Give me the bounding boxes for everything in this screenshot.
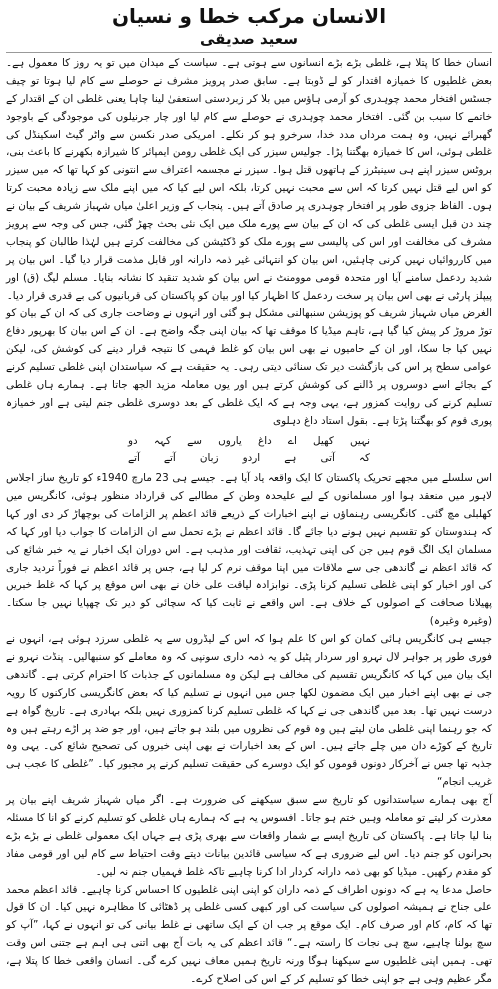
verse-word: کھیل bbox=[313, 434, 334, 447]
verse-couplet bbox=[124, 433, 374, 468]
verse-word: سے bbox=[187, 434, 202, 447]
verse-word: اے bbox=[287, 434, 297, 447]
title-divider bbox=[6, 52, 492, 53]
verse-word: داغ bbox=[258, 434, 272, 447]
verse-word: ہے bbox=[284, 452, 297, 465]
verse-word: کہ bbox=[358, 452, 370, 465]
verse-word: آتی bbox=[320, 452, 335, 465]
article-body bbox=[6, 55, 492, 989]
verse-word: نہیں bbox=[349, 434, 370, 447]
paragraph: حاصل مدعا یہ ہے کہ دونوں اطراف کے ذمہ داران کو اپنی اپنی غلطیوں کا احساس کرنا چاہیے۔ قائد اعظم محمد علی جناح نے ہمیشہ اصولوں کی سیاست کی اور کبھی کسی غلطی پر ڈھٹائی کا مظاہرہ نہیں کیا۔ ان کا قول تھا کہ کام، کام اور صرف کام۔ ایک موقع پر جب ان کے ایک ساتھی نے غلط بیانی کی تو انہوں نے کہا، ”آپ کو سچ بولنا چاہیے، سچ ہی نجات کا راستہ ہے۔“ قائد اعظم کی یہ بات آج بھی اتنی ہی اہم ہے جتنی اس وقت تھی۔ ہمیں اپنی غلطیوں سے سیکھنا ہوگا ورنہ تاریخ ہمیں معاف نہیں کرے گی۔ انسان واقعی خطا کا پتلا ہے، مگر عظیم وہی ہے جو اپنی خطا کو تسلیم کر کے اس کی اصلاح کرے۔ bbox=[6, 883, 492, 986]
paragraph: انسان خطا کا پتلا ہے، غلطی بڑے بڑے انسانوں سے ہوتی ہے۔ سیاست کے میدان میں تو یہ روز کا معمول ہے۔ بعض غلطیوں کا خمیازہ اقتدار کو لے ڈوبتا ہے۔ سابق صدر پرویز مشرف نے حوصلے سے کام لیا ہوتا تو چیف جسٹس افتخار محمد چوہدری کو آرمی ہاؤس میں بلا کر زبردستی استعفیٰ لینا چاہا یعنی غلطی ان کے اقتدار کے خاتمے کا سبب بن گئی۔ افتخار محمد چوہدری نے حوصلے سے کام لیا اور چار جرنیلوں کی موجودگی کے باوجود گھبرائے نہیں، وہ ہمت مرداں مدد خدا، سرخرو ہو کر نکلے۔ امریکی صدر نکسن سے واٹر گیٹ اسکینڈل کی غلطی ہوئی، اس کا خمیازہ بھگتنا پڑا۔ جولیس سیزر کی ایک غلطی رومن ایمپائر کا شیرازہ بکھرنے کا باعث بنی، بروٹس سیزر اپنے ہی سینیٹرز کے ہاتھوں قتل ہوا۔ سیزر نے مجسمہ اعتراف سے انتونی کو کہا تھا کہ میں سیزر کو اس لیے قتل نہیں کرتا کہ اس سے محبت نہیں کرتا، بلکہ اس لیے کیا کہ میں اپنے ملک سے زیادہ محبت کرتا ہوں۔ الفاظ جزوی طور پر افتخار چوہدری پر صادق آتے ہیں۔ پنجاب کے وزیر اعلیٰ میاں شہباز شریف کے بیان نے چند دن قبل ایسی غلطی کی کہ ان کے بیان سے پورے ملک میں ایک نئی بحث چھڑ گئی، جس کی وجہ سے پرویز مشرف کی مخالفت اور اس کی پالیسی سے پورے ملک کو ڈکٹیشن کی مخالفت کرتے ہیں لہٰذا طالبان کو پنجاب میں کارروائیاں نہیں کرنی چاہئیں، اس بیان کو انتہائی غیر ذمہ دارانہ اور قابل مذمت قرار دیا گیا۔ اس بیان پر شدید ردعمل سامنے آیا اور متحدہ قومی موومنٹ نے اس بیان کو شدید تنقید کا نشانہ بنایا۔ مسلم لیگ (ق) اور پیپلز پارٹی نے بھی اس بیان پر سخت ردعمل کا اظہار کیا اور بیان کو پاکستان کی قربانیوں کی بے قدری قرار دیا۔ bbox=[6, 57, 492, 302]
article-title: الانسان مرکب خطا و نسیان bbox=[111, 4, 387, 28]
verse-word: آتے bbox=[128, 452, 140, 465]
paragraph: آج بھی ہمارے سیاستدانوں کو تاریخ سے سبق سیکھنے کی ضرورت ہے۔ اگر میاں شہباز شریف اپنے بیان پر معذرت کر لیتے تو معاملہ وہیں ختم ہو جاتا۔ افسوس یہ ہے کہ ہمارے ہاں غلطی کو تسلیم کرنے کو انا کا مسئلہ بنا لیا جاتا ہے۔ پاکستان کی تاریخ ایسے بے شمار واقعات سے بھری پڑی ہے جہاں ایک معمولی غلطی نے بڑے بڑے بحرانوں کو جنم دیا۔ اس لیے ضروری ہے کہ سیاسی قائدین بیانات دیتے وقت احتیاط سے کام لیں اور قومی مفاد کو مقدم رکھیں۔ میڈیا کو بھی ذمہ دارانہ کردار ادا کرنا چاہیے تاکہ غلط فہمیاں جنم نہ لیں۔ bbox=[6, 794, 492, 878]
verse-word: کہہ bbox=[153, 434, 171, 447]
verse-word: یاروں bbox=[218, 434, 242, 447]
article-author: سعید صدیقی bbox=[200, 30, 298, 48]
paragraph: اس سلسلے میں مجھے تحریک پاکستان کا ایک واقعہ یاد آیا ہے۔ جیسے ہی 23 مارچ 1940ء کو تاریخ ساز اجلاس لاہور میں منعقد ہوا اور مسلمانوں کے لیے علیحدہ وطن کے مطالبے کی قرارداد منظور ہوئی، کانگریس میں کھلبلی مچ گئی۔ کانگریسی رہنماؤں نے اپنے اخبارات کے ذریعے قائد اعظم پر الزامات کی بوچھاڑ کر دی اور کہا کہ ہندوستان کو تقسیم نہیں ہونے دیا جائے گا۔ قائد اعظم نے بڑے تحمل سے ان الزامات کا جواب دیا اور کہا کہ مسلمان ایک الگ قوم ہیں جن کی اپنی تہذیب، ثقافت اور مذہب ہے۔ اس دوران ایک اخبار نے یہ خبر شائع کی کہ قائد اعظم نے گاندھی جی سے ملاقات میں اپنا موقف نرم کر لیا ہے، جس پر قائد اعظم نے فوراً تردید جاری کی اور اخبار کو اپنی غلطی تسلیم کرنا پڑی۔ نوابزادہ لیاقت علی خان نے بھی اس موقع پر کہا کہ غلط خبریں پھیلانا صحافت کے اصولوں کے خلاف ہے۔ اس واقعے نے ثابت کیا کہ سچائی کو دیر تک چھپایا نہیں جا سکتا۔ (وغیرہ وغیرہ) bbox=[6, 472, 492, 628]
verse-word: زبان bbox=[199, 452, 219, 465]
article-page bbox=[6, 4, 492, 986]
verse-word: آتے bbox=[163, 452, 176, 465]
verse-word: اردو bbox=[242, 452, 261, 465]
verse-line-1 bbox=[124, 433, 374, 451]
verse-word: دو bbox=[128, 434, 138, 447]
verse-line-2 bbox=[124, 450, 374, 468]
paragraph: جیسے ہی کانگریس ہائی کمان کو اس کا علم ہوا کہ اس کے لیڈروں سے یہ غلطی سرزد ہوئی ہے، انہوں نے فوری طور پر جواہر لال نہرو اور سردار پٹیل کو یہ ذمہ داری سونپی کہ وہ معاملے کو سنبھالیں۔ پنڈت نہرو نے ایک بیان میں کہا کہ کانگریس تقسیم کی مخالف ہے لیکن وہ مسلمانوں کے جذبات کا احترام کرتی ہے۔ گاندھی جی نے بھی اپنے اخبار میں ایک مضمون لکھا جس میں انہوں نے تسلیم کیا کہ بعض کانگریسی کارکنوں کا رویہ درست نہیں تھا۔ بعد میں گاندھی جی نے کہا کہ غلطی تسلیم کرنا کمزوری نہیں بلکہ بہادری ہے۔ تاریخ گواہ ہے کہ جو رہنما اپنی غلطی مان لیتے ہیں وہ قوم کی نظروں میں بلند ہو جاتے ہیں، اور جو ضد پر اڑے رہتے ہیں وہ تاریخ کے کوڑے دان میں چلے جاتے ہیں۔ اس کے بعد اخبارات نے بھی اپنی خبروں کی تصحیح شائع کی۔ یہی وہ جذبہ تھا جس نے آخرکار دونوں قوموں کو ایک دوسرے کی حقیقت تسلیم کرنے پر مجبور کیا۔ ”غلطی کا عجب ہی غریب انجام“ bbox=[6, 633, 492, 789]
paragraph: الغرض میاں شہباز شریف کو پوزیشن سنبھالنی مشکل ہو گئی اور انہوں نے وضاحت جاری کی کہ ان کے بیان کو توڑ مروڑ کر پیش کیا گیا ہے، تاہم میڈیا کا موقف تھا کہ بیان اپنی جگہ واضح ہے۔ ان کے اس بیان کا بھرپور دفاع نہیں کیا جا سکا، اور ان کے حامیوں نے بھی اس بیان کو غلط فہمی کا نتیجہ قرار دینے کی کوشش کی، لیکن عوامی سطح پر اس کی بازگشت دیر تک سنائی دیتی رہی۔ یہ حقیقت ہے کہ سیاستدان اپنی غلطی تسلیم کرنے کے بجائے اسے دوسروں پر ڈالنے کی کوشش کرتے ہیں اور یوں معاملہ مزید الجھ جاتا ہے۔ ہمارے ہاں غلطی تسلیم کرنے کی روایت کمزور ہے، یہی وجہ ہے کہ ایک غلطی کے بعد دوسری غلطی جنم لیتی ہے اور خمیازہ پوری قوم کو بھگتنا پڑتا ہے۔ بقول استاد داغ دہلوی bbox=[6, 307, 492, 427]
